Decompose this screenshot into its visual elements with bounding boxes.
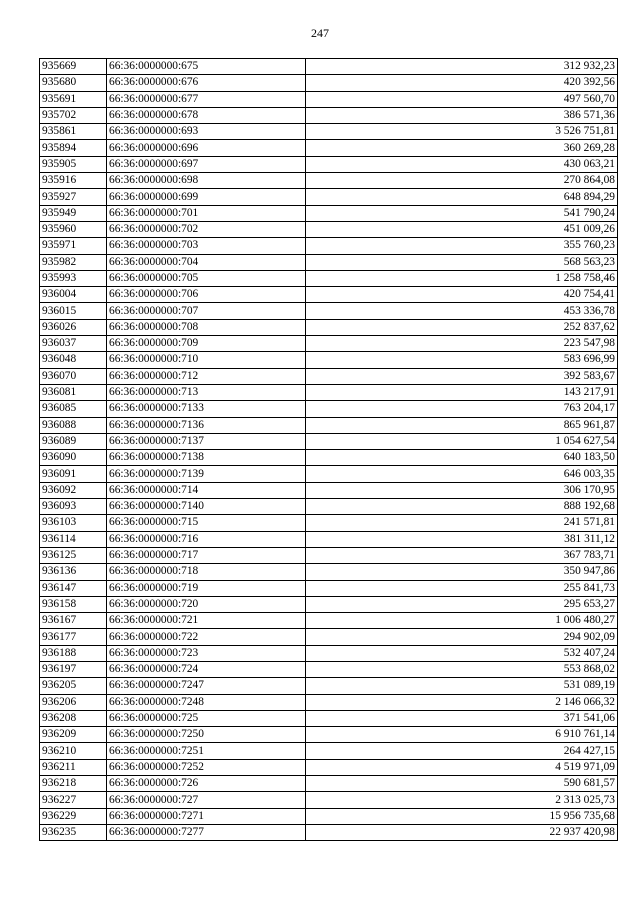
row-id-cell: 936208 [40,710,107,726]
table-row [40,156,618,172]
cadastral-number-cell: 66:36:0000000:7139 [107,466,306,482]
table-row [40,417,618,433]
row-id-cell: 936070 [40,368,107,384]
row-id-cell: 935861 [40,124,107,140]
row-id-cell: 936136 [40,564,107,580]
cadastral-number-cell: 66:36:0000000:7248 [107,694,306,710]
table-row [40,613,618,629]
table-row [40,75,618,91]
cadastral-number-cell: 66:36:0000000:726 [107,776,306,792]
row-id-cell: 936092 [40,482,107,498]
value-cell: 590 681,57 [306,776,618,792]
row-id-cell: 935680 [40,75,107,91]
row-id-cell: 935993 [40,270,107,286]
row-id-cell: 935669 [40,59,107,75]
registry-table [39,58,618,841]
table-row [40,580,618,596]
cadastral-number-cell: 66:36:0000000:699 [107,189,306,205]
table-row [40,205,618,221]
cadastral-number-cell: 66:36:0000000:702 [107,221,306,237]
table-row [40,499,618,515]
value-cell: 295 653,27 [306,596,618,612]
table-row [40,124,618,140]
cadastral-number-cell: 66:36:0000000:716 [107,531,306,547]
value-cell: 568 563,23 [306,254,618,270]
cadastral-number-cell: 66:36:0000000:7133 [107,401,306,417]
value-cell: 1 006 480,27 [306,613,618,629]
value-cell: 583 696,99 [306,352,618,368]
cadastral-number-cell: 66:36:0000000:675 [107,59,306,75]
table-row [40,384,618,400]
cadastral-number-cell: 66:36:0000000:706 [107,287,306,303]
value-cell: 430 063,21 [306,156,618,172]
cadastral-number-cell: 66:36:0000000:678 [107,107,306,123]
value-cell: 2 146 066,32 [306,694,618,710]
value-cell: 497 560,70 [306,91,618,107]
value-cell: 241 571,81 [306,515,618,531]
row-id-cell: 936048 [40,352,107,368]
value-cell: 392 583,67 [306,368,618,384]
page-number: 247 [311,26,329,40]
table-row [40,547,618,563]
table-row [40,515,618,531]
table-row [40,221,618,237]
table-row [40,319,618,335]
value-cell: 255 841,73 [306,580,618,596]
row-id-cell: 936091 [40,466,107,482]
cadastral-number-cell: 66:36:0000000:714 [107,482,306,498]
value-cell: 4 519 971,09 [306,759,618,775]
table-row [40,173,618,189]
cadastral-number-cell: 66:36:0000000:721 [107,613,306,629]
row-id-cell: 935905 [40,156,107,172]
value-cell: 1 054 627,54 [306,433,618,449]
table-row [40,482,618,498]
table-row [40,270,618,286]
row-id-cell: 936197 [40,661,107,677]
row-id-cell: 935960 [40,221,107,237]
row-id-cell: 936209 [40,727,107,743]
cadastral-number-cell: 66:36:0000000:712 [107,368,306,384]
table-row [40,352,618,368]
cadastral-number-cell: 66:36:0000000:696 [107,140,306,156]
value-cell: 22 937 420,98 [306,824,618,840]
row-id-cell: 936037 [40,336,107,352]
table-row [40,466,618,482]
row-id-cell: 936147 [40,580,107,596]
row-id-cell: 935702 [40,107,107,123]
value-cell: 865 961,87 [306,417,618,433]
value-cell: 888 192,68 [306,499,618,515]
table-row [40,401,618,417]
cadastral-number-cell: 66:36:0000000:676 [107,75,306,91]
table-row [40,776,618,792]
row-id-cell: 935927 [40,189,107,205]
cadastral-number-cell: 66:36:0000000:7250 [107,727,306,743]
table-row [40,645,618,661]
cadastral-number-cell: 66:36:0000000:719 [107,580,306,596]
cadastral-number-cell: 66:36:0000000:723 [107,645,306,661]
cadastral-number-cell: 66:36:0000000:704 [107,254,306,270]
row-id-cell: 935691 [40,91,107,107]
table-row [40,759,618,775]
value-cell: 640 183,50 [306,450,618,466]
table-row [40,59,618,75]
table-row [40,254,618,270]
value-cell: 1 258 758,46 [306,270,618,286]
cadastral-number-cell: 66:36:0000000:698 [107,173,306,189]
cadastral-number-cell: 66:36:0000000:707 [107,303,306,319]
value-cell: 451 009,26 [306,221,618,237]
cadastral-number-cell: 66:36:0000000:725 [107,710,306,726]
table-row [40,727,618,743]
cadastral-number-cell: 66:36:0000000:693 [107,124,306,140]
table-row [40,189,618,205]
row-id-cell: 936210 [40,743,107,759]
cadastral-number-cell: 66:36:0000000:7277 [107,824,306,840]
value-cell: 2 313 025,73 [306,792,618,808]
cadastral-number-cell: 66:36:0000000:709 [107,336,306,352]
value-cell: 532 407,24 [306,645,618,661]
value-cell: 453 336,78 [306,303,618,319]
table-row [40,450,618,466]
row-id-cell: 936229 [40,808,107,824]
value-cell: 350 947,86 [306,564,618,580]
cadastral-number-cell: 66:36:0000000:703 [107,238,306,254]
cadastral-number-cell: 66:36:0000000:677 [107,91,306,107]
row-id-cell: 936085 [40,401,107,417]
table-row [40,433,618,449]
cadastral-number-cell: 66:36:0000000:727 [107,792,306,808]
table-row [40,238,618,254]
table-row [40,287,618,303]
cadastral-number-cell: 66:36:0000000:7252 [107,759,306,775]
row-id-cell: 936211 [40,759,107,775]
value-cell: 646 003,35 [306,466,618,482]
table-row [40,107,618,123]
cadastral-number-cell: 66:36:0000000:708 [107,319,306,335]
value-cell: 531 089,19 [306,678,618,694]
cadastral-number-cell: 66:36:0000000:7138 [107,450,306,466]
row-id-cell: 936227 [40,792,107,808]
row-id-cell: 936206 [40,694,107,710]
cadastral-number-cell: 66:36:0000000:7271 [107,808,306,824]
table-row [40,694,618,710]
row-id-cell: 936004 [40,287,107,303]
value-cell: 355 760,23 [306,238,618,254]
table-row [40,678,618,694]
value-cell: 420 392,56 [306,75,618,91]
table-row [40,824,618,840]
cadastral-number-cell: 66:36:0000000:701 [107,205,306,221]
table-row [40,596,618,612]
value-cell: 420 754,41 [306,287,618,303]
value-cell: 306 170,95 [306,482,618,498]
table-row [40,710,618,726]
row-id-cell: 936167 [40,613,107,629]
value-cell: 6 910 761,14 [306,727,618,743]
cadastral-number-cell: 66:36:0000000:715 [107,515,306,531]
value-cell: 381 311,12 [306,531,618,547]
cadastral-number-cell: 66:36:0000000:7247 [107,678,306,694]
row-id-cell: 936088 [40,417,107,433]
table-row [40,303,618,319]
value-cell: 367 783,71 [306,547,618,563]
value-cell: 294 902,09 [306,629,618,645]
row-id-cell: 936235 [40,824,107,840]
table-row [40,531,618,547]
value-cell: 371 541,06 [306,710,618,726]
row-id-cell: 936026 [40,319,107,335]
registry-table-body [40,59,618,841]
table-row [40,336,618,352]
table-row [40,661,618,677]
table-row [40,792,618,808]
cadastral-number-cell: 66:36:0000000:724 [107,661,306,677]
row-id-cell: 935916 [40,173,107,189]
row-id-cell: 936103 [40,515,107,531]
row-id-cell: 936093 [40,499,107,515]
value-cell: 553 868,02 [306,661,618,677]
row-id-cell: 936114 [40,531,107,547]
row-id-cell: 936188 [40,645,107,661]
cadastral-number-cell: 66:36:0000000:697 [107,156,306,172]
table-row [40,140,618,156]
row-id-cell: 935949 [40,205,107,221]
cadastral-number-cell: 66:36:0000000:7137 [107,433,306,449]
value-cell: 386 571,36 [306,107,618,123]
row-id-cell: 936081 [40,384,107,400]
cadastral-number-cell: 66:36:0000000:7140 [107,499,306,515]
table-row [40,629,618,645]
value-cell: 264 427,15 [306,743,618,759]
value-cell: 15 956 735,68 [306,808,618,824]
cadastral-number-cell: 66:36:0000000:7251 [107,743,306,759]
row-id-cell: 935971 [40,238,107,254]
row-id-cell: 936125 [40,547,107,563]
row-id-cell: 936218 [40,776,107,792]
value-cell: 143 217,91 [306,384,618,400]
cadastral-number-cell: 66:36:0000000:717 [107,547,306,563]
row-id-cell: 936158 [40,596,107,612]
cadastral-number-cell: 66:36:0000000:7136 [107,417,306,433]
value-cell: 252 837,62 [306,319,618,335]
value-cell: 763 204,17 [306,401,618,417]
table-row [40,808,618,824]
cadastral-number-cell: 66:36:0000000:718 [107,564,306,580]
table-row [40,368,618,384]
cadastral-number-cell: 66:36:0000000:722 [107,629,306,645]
table-row [40,564,618,580]
table-row [40,743,618,759]
cadastral-number-cell: 66:36:0000000:720 [107,596,306,612]
row-id-cell: 936205 [40,678,107,694]
row-id-cell: 935982 [40,254,107,270]
row-id-cell: 936089 [40,433,107,449]
value-cell: 3 526 751,81 [306,124,618,140]
row-id-cell: 936177 [40,629,107,645]
table-row [40,91,618,107]
cadastral-number-cell: 66:36:0000000:710 [107,352,306,368]
value-cell: 648 894,29 [306,189,618,205]
value-cell: 223 547,98 [306,336,618,352]
row-id-cell: 936015 [40,303,107,319]
value-cell: 270 864,08 [306,173,618,189]
cadastral-number-cell: 66:36:0000000:705 [107,270,306,286]
value-cell: 360 269,28 [306,140,618,156]
row-id-cell: 936090 [40,450,107,466]
cadastral-number-cell: 66:36:0000000:713 [107,384,306,400]
value-cell: 312 932,23 [306,59,618,75]
value-cell: 541 790,24 [306,205,618,221]
row-id-cell: 935894 [40,140,107,156]
